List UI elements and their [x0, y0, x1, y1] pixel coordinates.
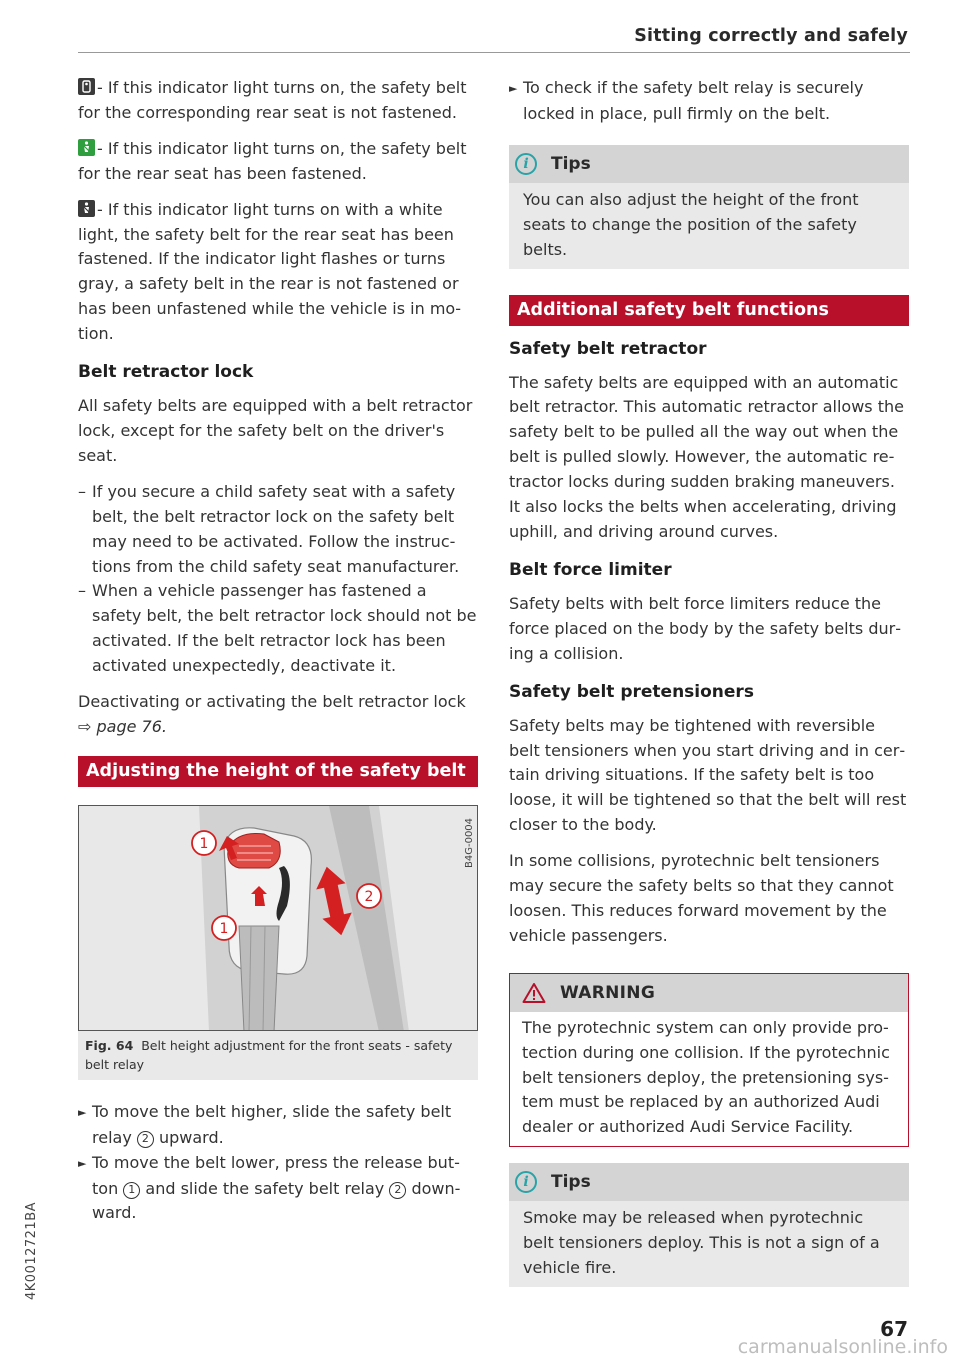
step-item: ► To move the belt higher, slide the safety belt relay 2 upward. — [78, 1101, 452, 1147]
belt-relay-figure — [78, 805, 478, 1031]
pretensioner-text-2: In some collisions, pyrotechnic belt tensioners may secure the safety belts so that they cannot loosen. This reduces forward movement by the vehicle passengers. — [509, 851, 894, 945]
callout-ref: 1 — [123, 1182, 140, 1199]
figure-callout-2: 2 — [364, 888, 374, 905]
retractor-lock-heading: Belt retractor lock — [78, 362, 254, 383]
warning-triangle-icon — [522, 982, 546, 1004]
limiter-heading: Belt force limiter — [509, 559, 672, 580]
pretensioner-text-1: Safety belts may be tightened with reversible belt tensioners when you start driving and in certain driving situations. If the safety belt is too loose, it will be tightened so that the belt will rest closer to the body. — [509, 715, 907, 835]
callout-ref: 2 — [389, 1182, 406, 1199]
seatbelt-unfastened-icon — [78, 78, 95, 95]
retractor-text: The safety belts are equipped with an automatic belt retractor. This automatic retractor allows the safety belt to be pulled all the way out when the belt is pulled slowly. However, the automatic retractor locks during sudden braking maneuvers. It also locks the belts when accelerating, driving uphill, and driving around curves. — [509, 372, 904, 541]
tips-text: You can also adjust the height of the front seats to change the position of the safety belts. — [523, 189, 859, 259]
info-icon: i — [515, 1171, 537, 1193]
tips-box-2 — [509, 1163, 909, 1287]
tips-header — [509, 145, 909, 183]
warning-header — [510, 974, 908, 1012]
list-item: – If you secure a child safety seat with a safety belt, the belt retractor lock on the safety belt may need to be activated. Follow the instructions from the child safety seat manufacturer. — [78, 481, 460, 576]
figure-caption: Fig. 64 Belt height adjustment for the front seats - safety belt relay — [78, 1031, 478, 1080]
right-column — [509, 76, 909, 1313]
step-item: ► To move the belt lower, press the release button 1 and slide the safety belt relay 2 downward. — [78, 1152, 461, 1223]
list-item: – When a vehicle passenger has fastened a safety belt, the belt retractor lock should not be activated. If the belt retractor lock has been activated unexpectedly, deactivate it. — [78, 581, 477, 676]
retractor-heading: Safety belt retractor — [509, 338, 707, 359]
retractor-lock-list — [78, 480, 478, 679]
step-item: ► To check if the safety belt relay is securely locked in place, pull firmly on the belt. — [509, 78, 864, 123]
indicator-para-rear-unfastened: - If this indicator light turns on, the safety belt for the corresponding rear seat is not fastened. — [78, 78, 467, 122]
tips-title: Tips — [551, 1172, 591, 1193]
figure-code: B4G-0004 — [464, 817, 475, 868]
info-icon: i — [515, 153, 537, 175]
retractor-lock-intro: All safety belts are equipped with a belt retractor lock, except for the safety belt on the driver's seat. — [78, 396, 473, 465]
tips-header — [509, 1163, 909, 1201]
running-header: Sitting correctly and safely — [634, 26, 908, 46]
figure-callout-1: 1 — [199, 835, 209, 852]
left-column — [78, 76, 478, 1226]
pretensioner-heading: Safety belt pretensioners — [509, 681, 754, 702]
seatbelt-fastened-green-icon — [78, 139, 95, 156]
limiter-text: Safety belts with belt force limiters reduce the force placed on the body by the safety belts during a collision. — [509, 593, 901, 663]
callout-ref: 2 — [137, 1131, 154, 1148]
watermark: carmanualsonline.info — [737, 1336, 948, 1358]
page-number: 67 — [880, 1317, 908, 1341]
warning-text: The pyrotechnic system can only provide protection during one collision. If the pyrotechnic belt tensioners deploy, the pretensioning system must be replaced by an authorized Audi dealer or authorized Audi Service Facility. — [522, 1017, 890, 1137]
adjust-height-heading: Adjusting the height of the safety belt — [78, 756, 478, 787]
warning-title: WARNING — [560, 982, 656, 1003]
seatbelt-white-icon — [78, 200, 95, 217]
tips-box-1 — [509, 145, 909, 269]
tips-title: Tips — [551, 153, 591, 174]
header-divider — [78, 52, 910, 53]
document-code: 4K0012721BA — [24, 1201, 39, 1300]
deactivate-note: Deactivating or activating the belt retractor lock ⇨ page 76. — [78, 692, 466, 736]
indicator-para-rear-fastened: - If this indicator light turns on, the safety belt for the rear seat has been fastened. — [78, 138, 467, 183]
indicator-para-rear-white: - If this indicator light turns on with a white light, the safety belt for the rear seat has been fastened. If the indicator light flashes or turns gray, a safety belt in the rear is not fastened or has been unfastened while the vehicle is in motion. — [78, 199, 461, 344]
check-step — [509, 76, 909, 127]
additional-functions-heading: Additional safety belt functions — [509, 295, 909, 326]
warning-box — [509, 973, 909, 1148]
figure-callout-1-lower: 1 — [219, 920, 229, 937]
adjust-steps — [78, 1100, 478, 1227]
belt-relay-illustration — [79, 806, 478, 1031]
page-ref-link[interactable]: ⇨ page 76. — [78, 716, 167, 736]
tips-text: Smoke may be released when pyrotechnic belt tensioners deploy. This is not a sign of a vehicle fire. — [523, 1208, 880, 1278]
